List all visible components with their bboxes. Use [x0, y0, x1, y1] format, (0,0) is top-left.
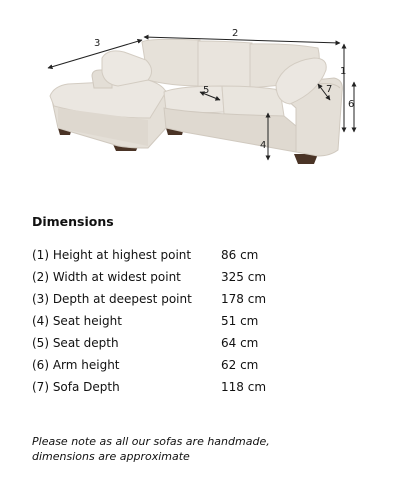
dimension-value: 64 cm	[221, 336, 259, 350]
dimension-row-width	[32, 266, 332, 288]
marker-3: 3	[94, 38, 101, 49]
dimension-value: 118 cm	[221, 380, 267, 394]
handmade-note	[32, 434, 362, 464]
dimension-row-seat-depth	[32, 332, 332, 354]
dimension-label: (5) Seat depth	[32, 336, 119, 350]
note-line-2: dimensions are approximate	[32, 450, 190, 463]
marker-4: 4	[260, 140, 267, 151]
marker-5: 5	[203, 85, 210, 96]
dimension-value: 178 cm	[221, 292, 267, 306]
dimension-label: (1) Height at highest point	[32, 248, 192, 262]
chaise-section	[50, 80, 168, 148]
dimension-row-height	[32, 244, 332, 266]
dimension-label: (7) Sofa Depth	[32, 380, 120, 394]
dimension-label: (4) Seat height	[32, 314, 122, 328]
seat-cushions	[164, 86, 296, 152]
dimensions-heading: Dimensions	[32, 214, 114, 229]
dimension-label: (3) Depth at deepest point	[32, 292, 192, 306]
dimension-value: 325 cm	[221, 270, 267, 284]
dimension-row-arm-height	[32, 354, 332, 376]
sofa-dimension-diagram	[0, 0, 400, 200]
dimension-label: (2) Width at widest point	[32, 270, 181, 284]
dimension-row-sofa-depth	[32, 376, 332, 398]
dimension-row-seat-height	[32, 310, 332, 332]
marker-7: 7	[326, 84, 333, 95]
dimensions-list	[32, 244, 332, 398]
marker-6: 6	[348, 99, 355, 110]
dimension-label: (6) Arm height	[32, 358, 120, 372]
dimension-value: 62 cm	[221, 358, 259, 372]
dimension-value: 86 cm	[221, 248, 259, 262]
note-line-1: Please note as all our sofas are handmade,	[32, 435, 270, 448]
dimension-row-depth	[32, 288, 332, 310]
marker-2: 2	[232, 28, 239, 39]
dimension-value: 51 cm	[221, 314, 259, 328]
marker-1: 1	[340, 66, 347, 77]
